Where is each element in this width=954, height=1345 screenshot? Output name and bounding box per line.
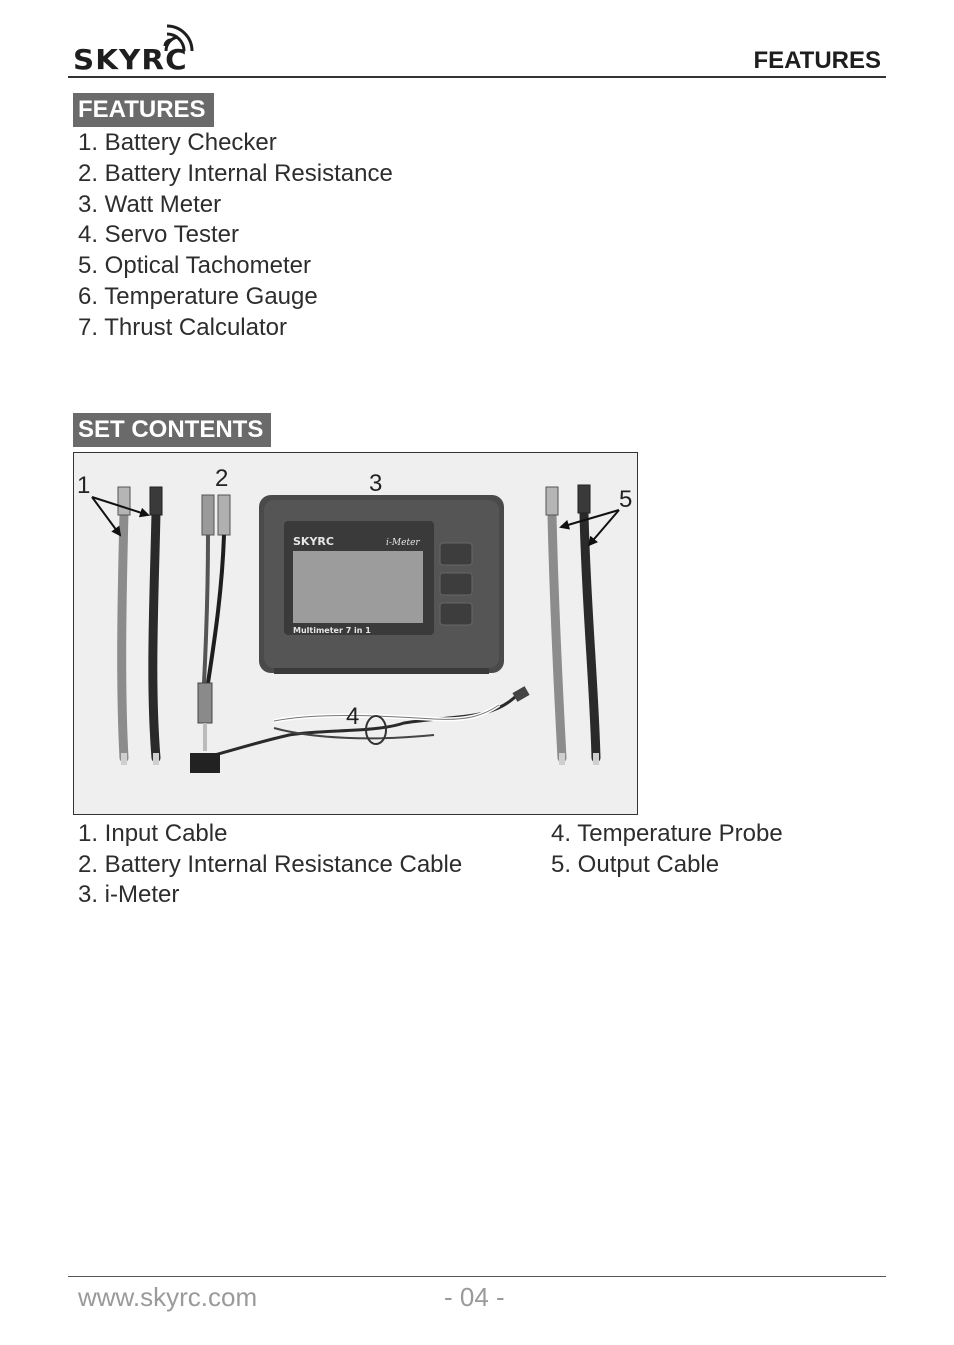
features-heading: FEATURES [73,93,214,127]
feature-item: 3. Watt Meter [78,190,222,218]
footer-url: www.skyrc.com [78,1282,258,1312]
callout-4: 4 [346,703,360,730]
contents-item: 3. i-Meter [78,881,180,908]
header-divider [68,76,886,78]
page-number: - 04 - [444,1282,505,1312]
feature-item: 2. Battery Internal Resistance [78,159,393,187]
callout-2: 2 [215,465,229,492]
contents-item: 2. Battery Internal Resistance Cable [78,850,463,878]
contents-list-right [551,819,783,880]
logo-text: SKYRC [73,43,188,76]
i-meter-device [259,495,504,674]
contents-item: 1. Input Cable [78,820,228,847]
callout-1: 1 [77,472,91,499]
set-contents-heading: SET CONTENTS [73,413,271,447]
set-contents-photo [73,452,638,815]
header-title: FEATURES [753,47,881,74]
features-list [78,128,393,344]
skyrc-logo [73,20,198,74]
feature-item: 6. Temperature Gauge [78,282,318,310]
feature-item: 7. Thrust Calculator [78,313,287,341]
feature-item: 1. Battery Checker [78,129,277,156]
feature-item: 5. Optical Tachometer [78,252,312,280]
feature-item: 4. Servo Tester [78,221,239,249]
contents-item: 5. Output Cable [551,850,720,878]
callout-3: 3 [369,470,383,497]
device-label: Multimeter 7 in 1 [293,626,371,635]
device-model: i-Meter [386,538,420,548]
device-brand: SKYRC [293,535,334,548]
contents-list-left [78,819,462,911]
set-contents-illustration [74,453,637,814]
footer-divider [68,1276,886,1277]
contents-item: 4. Temperature Probe [551,820,783,847]
callout-5: 5 [619,486,633,513]
